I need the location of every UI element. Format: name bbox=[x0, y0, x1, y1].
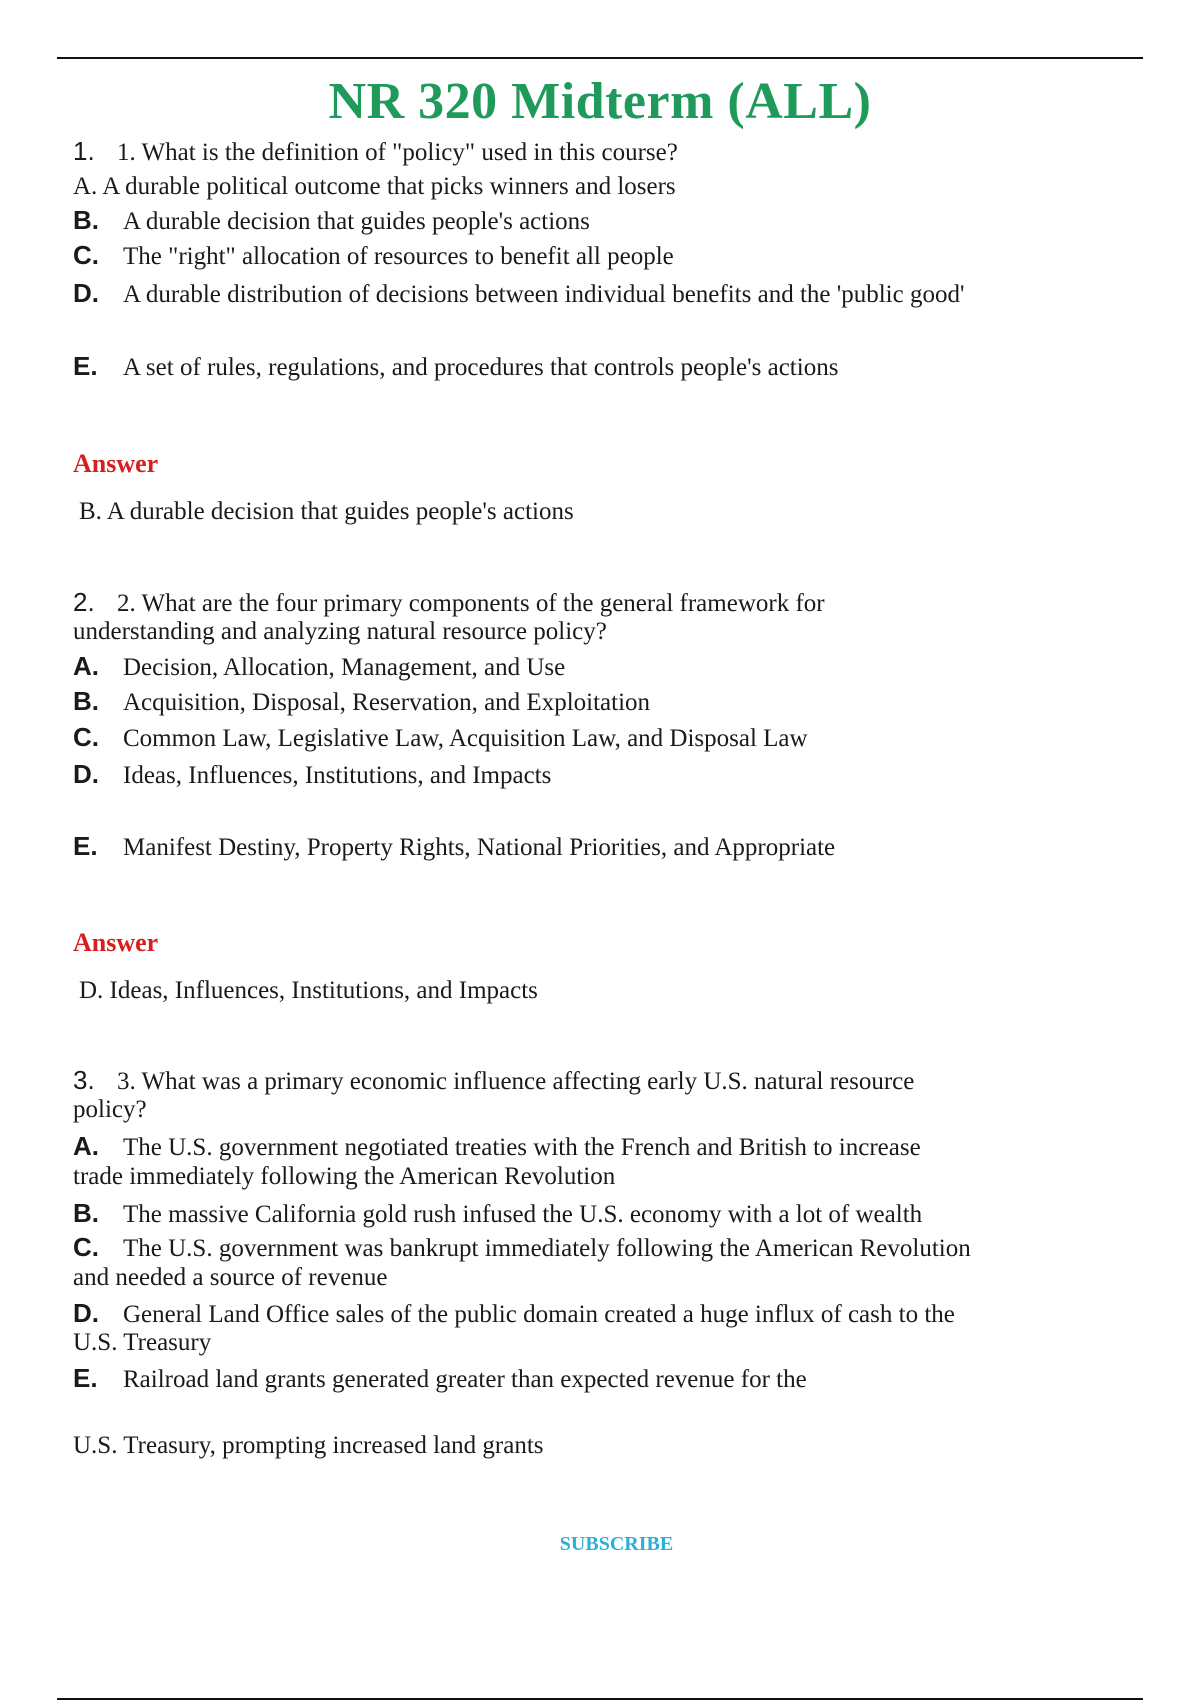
option-2a bbox=[73, 651, 565, 683]
option-3c bbox=[73, 1232, 971, 1264]
option-letter: E. bbox=[73, 351, 98, 381]
question-number: 1. bbox=[73, 136, 95, 166]
option-letter: D. bbox=[73, 278, 99, 308]
option-text: Common Law, Legislative Law, Acquisition Law, and Disposal Law bbox=[123, 725, 808, 752]
option-letter: C. bbox=[73, 722, 99, 752]
option-text: A durable decision that guides people's actions bbox=[123, 208, 590, 235]
option-text: The U.S. government was bankrupt immediately following the American Revolution bbox=[123, 1235, 971, 1262]
option-1b bbox=[73, 205, 590, 237]
answer-label: Answer bbox=[73, 928, 159, 957]
option-text: A durable distribution of decisions between individual benefits and the 'public good' bbox=[123, 281, 965, 308]
option-3a-continued: trade immediately following the American Revolution bbox=[73, 1163, 616, 1190]
option-3d bbox=[73, 1298, 955, 1330]
option-1a bbox=[73, 171, 676, 202]
option-letter: A. bbox=[73, 651, 99, 681]
question-2-continued: understanding and analyzing natural resource policy? bbox=[73, 618, 607, 645]
option-3b bbox=[73, 1198, 922, 1230]
option-2d bbox=[73, 759, 551, 791]
question-text: 2. What are the four primary components of the general framework for bbox=[117, 590, 825, 617]
option-letter: E. bbox=[73, 1363, 98, 1393]
option-3e bbox=[73, 1363, 807, 1395]
option-2e bbox=[73, 831, 835, 863]
question-number: 3. bbox=[73, 1065, 95, 1095]
option-text: The U.S. government negotiated treaties with the French and British to increase bbox=[123, 1134, 921, 1161]
option-letter: B. bbox=[73, 205, 99, 235]
option-letter: A. bbox=[73, 173, 98, 200]
option-3d-continued: U.S. Treasury bbox=[73, 1329, 212, 1356]
option-letter: D. bbox=[73, 759, 99, 789]
question-3-continued: policy? bbox=[73, 1096, 147, 1123]
question-3 bbox=[73, 1065, 914, 1097]
question-number: 2. bbox=[73, 587, 95, 617]
option-text: The massive California gold rush infused the U.S. economy with a lot of wealth bbox=[123, 1201, 923, 1228]
option-text: A set of rules, regulations, and procedures that controls people's actions bbox=[123, 354, 839, 381]
option-text: Manifest Destiny, Property Rights, National Priorities, and Appropriate bbox=[123, 834, 836, 861]
option-2c bbox=[73, 722, 808, 754]
answer-text: B. A durable decision that guides people's actions bbox=[79, 498, 574, 525]
option-letter: E. bbox=[73, 831, 98, 861]
option-letter: C. bbox=[73, 240, 99, 270]
option-1e bbox=[73, 351, 838, 383]
option-text: Acquisition, Disposal, Reservation, and Exploitation bbox=[123, 689, 651, 716]
option-letter: B. bbox=[73, 1198, 99, 1228]
subscribe-link[interactable]: SUBSCRIBE bbox=[559, 1533, 674, 1555]
question-text: 3. What was a primary economic influence affecting early U.S. natural resource bbox=[117, 1068, 915, 1095]
option-3a bbox=[73, 1131, 921, 1163]
option-3e-continued: U.S. Treasury, prompting increased land grants bbox=[73, 1432, 544, 1459]
question-1 bbox=[73, 136, 678, 168]
question-text: 1. What is the definition of "policy" used in this course? bbox=[117, 139, 678, 166]
option-text: Railroad land grants generated greater than expected revenue for the bbox=[123, 1366, 807, 1393]
question-2 bbox=[73, 587, 825, 619]
option-text: Ideas, Influences, Institutions, and Impacts bbox=[123, 762, 552, 789]
option-letter: A. bbox=[73, 1131, 99, 1161]
page-title: NR 320 Midterm (ALL) bbox=[328, 73, 872, 130]
answer-label: Answer bbox=[73, 449, 159, 478]
top-rule bbox=[57, 57, 1143, 59]
answer-text: D. Ideas, Influences, Institutions, and Impacts bbox=[79, 977, 538, 1004]
option-text: General Land Office sales of the public domain created a huge influx of cash to the bbox=[123, 1301, 955, 1328]
option-text: The "right" allocation of resources to benefit all people bbox=[123, 243, 674, 270]
option-1d bbox=[73, 278, 964, 310]
option-letter: D. bbox=[73, 1298, 99, 1328]
option-3c-continued: and needed a source of revenue bbox=[73, 1264, 388, 1291]
option-2b bbox=[73, 686, 650, 718]
option-letter: B. bbox=[73, 686, 99, 716]
option-text: Decision, Allocation, Management, and Use bbox=[123, 654, 566, 681]
option-letter: C. bbox=[73, 1232, 99, 1262]
option-1c bbox=[73, 240, 674, 272]
option-text: A durable political outcome that picks winners and losers bbox=[102, 173, 676, 200]
